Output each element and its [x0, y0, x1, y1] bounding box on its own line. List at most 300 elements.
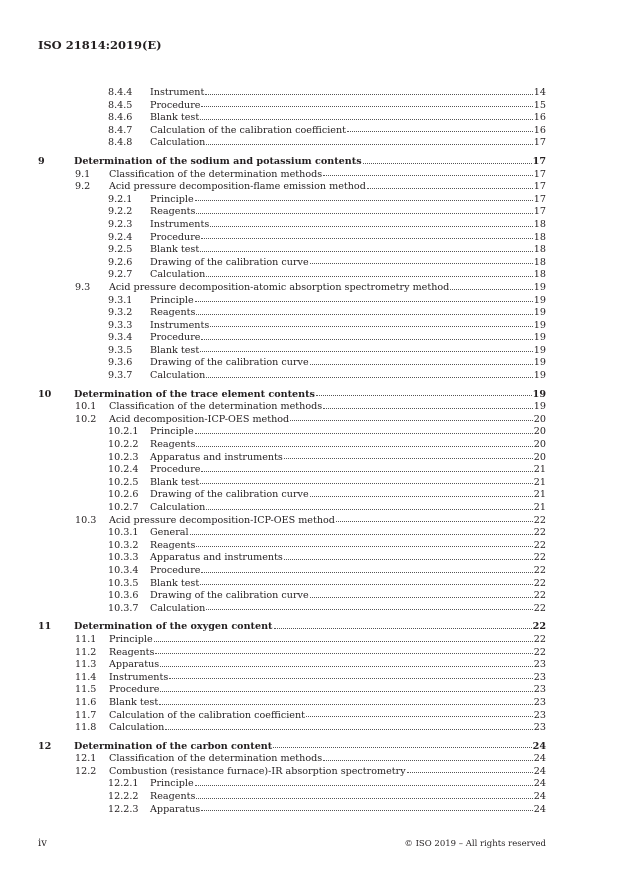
toc-entry-number: 10.2.6 — [108, 489, 139, 501]
dot-leader — [196, 314, 532, 315]
toc-entry[interactable] — [38, 414, 546, 427]
toc-entry-page: 19 — [533, 332, 546, 344]
toc-entry-body — [150, 464, 546, 477]
toc-entry-page: 20 — [533, 413, 546, 425]
toc-entry-page: 22 — [533, 527, 546, 539]
toc-entry-page: 22 — [533, 539, 546, 551]
toc-entry[interactable] — [38, 87, 546, 100]
dot-leader — [206, 377, 532, 378]
toc-entry-title: Calculation — [150, 137, 206, 149]
toc-entry-title: Determination of the oxygen content — [74, 621, 273, 633]
toc-entry-number: 8.4.8 — [108, 137, 133, 149]
dot-leader — [190, 534, 533, 535]
toc-entry-number: 12 — [38, 740, 52, 752]
toc-entry-number: 10.3.3 — [108, 552, 139, 564]
toc-entry[interactable] — [38, 741, 546, 754]
toc-entry-page: 24 — [533, 803, 546, 815]
toc-entry-title: Blank test — [150, 344, 200, 356]
toc-entry-body — [150, 804, 546, 817]
toc-entry[interactable] — [38, 307, 546, 320]
toc-entry[interactable] — [38, 672, 546, 685]
toc-entry-title: Principle — [150, 294, 194, 306]
toc-entry-page: 22 — [533, 514, 546, 526]
toc-entry-body — [150, 791, 546, 804]
toc-entry-number: 10.3.2 — [108, 539, 139, 551]
dot-leader — [201, 106, 532, 107]
toc-entry-number: 9.3.7 — [108, 370, 133, 382]
toc-entry-body — [150, 426, 546, 439]
toc-entry-number: 9.3.1 — [108, 294, 133, 306]
toc-entry-number: 9.3.4 — [108, 332, 133, 344]
toc-entry[interactable] — [38, 257, 546, 270]
toc-entry-number: 9 — [38, 155, 45, 167]
dot-leader — [200, 584, 533, 585]
dot-leader — [196, 798, 532, 799]
toc-entry-number: 12.2 — [75, 765, 97, 777]
toc-entry-body — [150, 370, 546, 383]
toc-entry-page: 19 — [533, 370, 546, 382]
dot-leader — [290, 420, 533, 421]
toc-entry[interactable] — [38, 552, 546, 565]
toc-entry-page: 14 — [533, 87, 546, 98]
toc-entry-number: 10.2.7 — [108, 502, 139, 513]
toc-entry-body — [109, 710, 546, 723]
toc-entry[interactable] — [38, 647, 546, 660]
dot-leader — [195, 301, 533, 302]
toc-entry[interactable] — [38, 357, 546, 370]
toc-entry-body — [109, 697, 546, 710]
toc-entry-number: 10.3 — [75, 514, 97, 526]
dot-leader — [347, 131, 533, 132]
toc-entry-body — [150, 332, 546, 345]
toc-entry-page: 21 — [533, 489, 546, 501]
toc-entry-number: 8.4.5 — [108, 99, 133, 111]
toc-entry-body — [150, 439, 546, 452]
dot-leader — [210, 226, 533, 227]
toc-entry-number: 11.8 — [75, 722, 97, 734]
dot-leader — [310, 263, 533, 264]
toc-entry[interactable] — [38, 684, 546, 697]
dot-leader — [336, 521, 533, 522]
dot-leader — [323, 760, 533, 761]
toc-entry[interactable] — [38, 219, 546, 232]
toc-entry[interactable] — [38, 540, 546, 553]
toc-entry-body — [150, 452, 546, 465]
toc-entry-number: 10.2 — [75, 413, 97, 425]
toc-entry-title: General — [150, 527, 189, 539]
toc-entry-title: Classification of the determination methods — [109, 401, 323, 413]
toc-entry[interactable] — [38, 578, 546, 591]
toc-entry-body — [109, 659, 546, 672]
toc-entry-page: 23 — [533, 671, 546, 683]
toc-entry-body — [150, 295, 546, 308]
toc-entry[interactable] — [38, 502, 546, 515]
dot-leader — [206, 609, 532, 610]
toc-entry-body — [150, 489, 546, 502]
toc-entry-body — [150, 477, 546, 490]
toc-entry-page: 19 — [533, 319, 546, 331]
toc-entry-number: 9.3.2 — [108, 307, 133, 319]
toc-entry-page: 18 — [533, 231, 546, 243]
dot-leader — [201, 238, 532, 239]
dot-leader — [201, 339, 532, 340]
toc-entry-page: 19 — [532, 388, 546, 400]
dot-leader — [363, 163, 532, 164]
toc-entry[interactable] — [38, 722, 546, 735]
toc-entry-title: Procedure — [150, 464, 201, 476]
toc-entry-number: 12.2.2 — [108, 791, 139, 803]
toc-entry-body — [150, 590, 546, 603]
toc-entry-title: Procedure — [150, 99, 201, 111]
toc-entry-page: 24 — [533, 778, 546, 790]
dot-leader — [310, 496, 533, 497]
toc-entry-title: Calculation — [150, 269, 206, 281]
toc-entry-title: Apparatus — [109, 659, 160, 671]
toc-entry[interactable] — [38, 527, 546, 540]
dot-leader — [195, 433, 533, 434]
toc-entry-number: 9.3 — [75, 281, 91, 293]
toc-entry-body — [109, 647, 546, 660]
toc-entry-page: 20 — [533, 439, 546, 451]
toc-entry-title: Instruments — [150, 218, 210, 230]
toc-entry[interactable] — [38, 345, 546, 358]
toc-entry-number: 11.5 — [75, 684, 97, 696]
toc-entry-title: Principle — [150, 426, 194, 438]
toc-entry-body — [150, 320, 546, 333]
toc-entry[interactable] — [38, 477, 546, 490]
toc-entry[interactable] — [38, 464, 546, 477]
toc-entry-page: 22 — [533, 633, 546, 645]
toc-entry-title: Classification of the determination methods — [109, 168, 323, 180]
dot-leader — [195, 785, 533, 786]
toc-entry[interactable] — [38, 244, 546, 257]
toc-entry-page: 21 — [533, 502, 546, 513]
toc-entry-body — [150, 357, 546, 370]
toc-entry-body — [74, 389, 546, 402]
toc-entry-body — [150, 257, 546, 270]
toc-entry-body — [150, 232, 546, 245]
toc-entry-number: 10.2.5 — [108, 476, 139, 488]
toc-entry-title: Principle — [109, 633, 153, 645]
toc-entry-title: Calculation of the calibration coefficient — [109, 709, 306, 721]
toc-entry-title: Drawing of the calibration curve — [150, 489, 309, 501]
toc-entry-title: Calculation — [150, 602, 206, 614]
toc-entry-page: 22 — [533, 602, 546, 614]
toc-entry-number: 11.6 — [75, 696, 97, 708]
toc-entry-number: 12.2.1 — [108, 778, 139, 790]
toc-entry-title: Principle — [150, 778, 194, 790]
toc-entry[interactable] — [38, 426, 546, 439]
toc-entry-body — [150, 194, 546, 207]
toc-entry-number: 11.1 — [75, 633, 97, 645]
toc-entry[interactable] — [38, 634, 546, 647]
toc-entry-title: Determination of the trace element contents — [74, 388, 315, 400]
toc-entry[interactable] — [38, 621, 546, 634]
toc-entry-page: 23 — [533, 696, 546, 708]
toc-entry-title: Instruments — [150, 319, 210, 331]
copyright-notice: © ISO 2019 – All rights reserved — [404, 839, 546, 849]
toc-entry-title: Blank test — [150, 244, 200, 256]
toc-entry-body — [150, 269, 546, 282]
toc-entry-title: Calculation of the calibration coefficient — [150, 124, 347, 136]
table-of-contents — [38, 87, 546, 816]
toc-entry-title: Instruments — [109, 671, 169, 683]
toc-entry-number: 8.4.4 — [108, 87, 133, 98]
toc-entry-body — [150, 603, 546, 616]
toc-entry-body — [150, 565, 546, 578]
toc-entry-body — [150, 244, 546, 257]
dot-leader — [273, 747, 531, 748]
toc-entry-title: Acid pressure decomposition-flame emission method — [109, 181, 366, 193]
toc-entry-title: Determination of the carbon content — [74, 740, 273, 752]
toc-entry-body — [109, 722, 546, 735]
toc-entry-title: Procedure — [150, 564, 201, 576]
toc-entry[interactable] — [38, 232, 546, 245]
toc-entry-body — [109, 753, 546, 766]
toc-entry-number: 9.2.1 — [108, 193, 133, 205]
toc-entry[interactable] — [38, 791, 546, 804]
toc-entry-number: 10.3.6 — [108, 590, 139, 602]
toc-entry-body — [150, 219, 546, 232]
toc-entry-page: 16 — [533, 112, 546, 124]
toc-entry-page: 23 — [533, 722, 546, 734]
dot-leader — [201, 471, 532, 472]
toc-entry-page: 23 — [533, 709, 546, 721]
toc-entry[interactable] — [38, 804, 546, 817]
dot-leader — [310, 597, 533, 598]
toc-entry-page: 18 — [533, 244, 546, 256]
toc-entry[interactable] — [38, 710, 546, 723]
toc-entry[interactable] — [38, 389, 546, 402]
toc-entry-body — [109, 181, 546, 194]
toc-entry-number: 10.1 — [75, 401, 97, 413]
toc-entry-page: 24 — [532, 740, 546, 752]
toc-entry-page: 19 — [533, 307, 546, 319]
toc-entry[interactable] — [38, 370, 546, 383]
toc-entry[interactable] — [38, 659, 546, 672]
toc-entry-body — [109, 634, 546, 647]
toc-entry[interactable] — [38, 515, 546, 528]
toc-entry-page: 24 — [533, 753, 546, 765]
toc-entry-page: 19 — [533, 294, 546, 306]
toc-entry-body — [109, 169, 546, 182]
toc-entry[interactable] — [38, 137, 546, 150]
toc-entry-title: Calculation — [150, 502, 206, 513]
toc-entry[interactable] — [38, 697, 546, 710]
toc-entry-body — [109, 414, 546, 427]
toc-entry[interactable] — [38, 766, 546, 779]
dot-leader — [407, 772, 533, 773]
toc-entry[interactable] — [38, 332, 546, 345]
toc-entry[interactable] — [38, 320, 546, 333]
toc-entry[interactable] — [38, 603, 546, 616]
toc-entry[interactable] — [38, 100, 546, 113]
toc-entry-number: 8.4.6 — [108, 112, 133, 124]
toc-entry-page: 19 — [533, 401, 546, 413]
toc-entry[interactable] — [38, 439, 546, 452]
toc-entry-page: 22 — [532, 621, 546, 633]
toc-entry-page: 24 — [533, 791, 546, 803]
toc-entry-number: 9.2.6 — [108, 256, 133, 268]
toc-entry[interactable] — [38, 590, 546, 603]
toc-entry-number: 9.3.5 — [108, 344, 133, 356]
toc-entry-number: 9.2.3 — [108, 218, 133, 230]
dot-leader — [160, 666, 533, 667]
document-header: ISO 21814:2019(E) — [38, 38, 162, 52]
dot-leader — [165, 729, 532, 730]
dot-leader — [323, 175, 533, 176]
toc-entry[interactable] — [38, 401, 546, 414]
toc-entry-page: 17 — [532, 155, 546, 167]
dot-leader — [169, 678, 533, 679]
toc-entry-number: 9.2.2 — [108, 206, 133, 218]
dot-leader — [155, 653, 532, 654]
toc-entry-page: 18 — [533, 256, 546, 268]
toc-entry-number: 10 — [38, 388, 52, 400]
toc-entry-page: 17 — [533, 206, 546, 218]
toc-entry-page: 17 — [533, 181, 546, 193]
toc-entry-title: Blank test — [150, 577, 200, 589]
toc-entry-number: 9.2.4 — [108, 231, 133, 243]
dot-leader — [310, 364, 533, 365]
toc-entry-page: 17 — [533, 137, 546, 149]
toc-entry-number: 9.2 — [75, 181, 91, 193]
toc-entry-page: 15 — [533, 99, 546, 111]
toc-entry-body — [74, 621, 546, 634]
toc-entry[interactable] — [38, 181, 546, 194]
toc-entry-title: Reagents — [109, 646, 155, 658]
toc-entry-page: 24 — [533, 765, 546, 777]
toc-entry-title: Reagents — [150, 439, 196, 451]
toc-entry[interactable] — [38, 269, 546, 282]
toc-entry-body — [150, 502, 546, 515]
toc-entry[interactable] — [38, 156, 546, 169]
toc-entry-title: Procedure — [150, 231, 201, 243]
dot-leader — [210, 326, 533, 327]
toc-entry-body — [150, 112, 546, 125]
toc-entry-page: 21 — [533, 464, 546, 476]
dot-leader — [200, 251, 533, 252]
toc-entry-title: Calculation — [150, 370, 206, 382]
toc-entry-number: 9.2.5 — [108, 244, 133, 256]
toc-entry-title: Acid decomposition-ICP-OES method — [109, 413, 290, 425]
toc-entry-title: Apparatus — [150, 803, 201, 815]
toc-entry-title: Blank test — [150, 476, 200, 488]
toc-entry-number: 10.2.3 — [108, 451, 139, 463]
toc-entry-number: 12.1 — [75, 753, 97, 765]
toc-entry[interactable] — [38, 778, 546, 791]
toc-entry-body — [109, 766, 546, 779]
toc-entry-number: 9.3.6 — [108, 357, 133, 369]
dot-leader — [206, 144, 532, 145]
dot-leader — [306, 716, 533, 717]
toc-entry[interactable] — [38, 489, 546, 502]
toc-entry-body — [150, 100, 546, 113]
dot-leader — [450, 289, 532, 290]
toc-entry[interactable] — [38, 452, 546, 465]
toc-entry-title: Reagents — [150, 539, 196, 551]
toc-entry-page: 19 — [533, 281, 546, 293]
toc-entry-title: Blank test — [150, 112, 200, 124]
dot-leader — [284, 458, 533, 459]
toc-entry[interactable] — [38, 753, 546, 766]
toc-entry-number: 11.3 — [75, 659, 97, 671]
toc-entry-page: 17 — [533, 168, 546, 180]
toc-entry-title: Drawing of the calibration curve — [150, 357, 309, 369]
dot-leader — [159, 704, 533, 705]
toc-entry-number: 9.1 — [75, 168, 91, 180]
toc-entry-page: 22 — [533, 552, 546, 564]
toc-entry[interactable] — [38, 112, 546, 125]
dot-leader — [201, 810, 533, 811]
toc-entry-title: Classification of the determination methods — [109, 753, 323, 765]
toc-entry-page: 23 — [533, 684, 546, 696]
toc-entry-body — [109, 282, 546, 295]
toc-entry-body — [150, 345, 546, 358]
toc-entry[interactable] — [38, 169, 546, 182]
dot-leader — [200, 483, 533, 484]
toc-entry-page: 23 — [533, 659, 546, 671]
dot-leader — [196, 213, 532, 214]
dot-leader — [154, 641, 533, 642]
toc-entry-title: Reagents — [150, 307, 196, 319]
toc-entry-number: 9.2.7 — [108, 269, 133, 281]
toc-entry-title: Principle — [150, 193, 194, 205]
toc-entry-title: Reagents — [150, 206, 196, 218]
toc-entry-title: Calculation — [109, 722, 165, 734]
toc-entry-page: 22 — [533, 590, 546, 602]
toc-entry-body — [150, 527, 546, 540]
toc-entry-title: Blank test — [109, 696, 159, 708]
toc-entry-body — [74, 741, 546, 754]
toc-entry-body — [150, 87, 546, 100]
toc-entry-number: 10.3.5 — [108, 577, 139, 589]
dot-leader — [200, 119, 533, 120]
toc-entry[interactable] — [38, 282, 546, 295]
toc-entry[interactable] — [38, 565, 546, 578]
toc-entry-title: Drawing of the calibration curve — [150, 256, 309, 268]
dot-leader — [316, 395, 532, 396]
toc-entry-number: 10.2.2 — [108, 439, 139, 451]
dot-leader — [195, 200, 533, 201]
toc-entry[interactable] — [38, 125, 546, 138]
toc-entry-page: 20 — [533, 451, 546, 463]
dot-leader — [201, 572, 532, 573]
toc-entry-number: 10.2.4 — [108, 464, 139, 476]
dot-leader — [323, 408, 533, 409]
toc-entry-page: 19 — [533, 357, 546, 369]
toc-entry-number: 11.2 — [75, 646, 97, 658]
toc-entry[interactable] — [38, 295, 546, 308]
dot-leader — [206, 276, 532, 277]
toc-entry-title: Apparatus and instruments — [150, 451, 283, 463]
toc-entry-number: 10.2.1 — [108, 426, 139, 438]
toc-entry[interactable] — [38, 206, 546, 219]
toc-entry-title: Reagents — [150, 791, 196, 803]
toc-entry-page: 20 — [533, 426, 546, 438]
page-number: iv — [38, 838, 47, 849]
toc-entry-page: 18 — [533, 218, 546, 230]
toc-entry[interactable] — [38, 194, 546, 207]
toc-entry-body — [150, 206, 546, 219]
toc-entry-body — [109, 401, 546, 414]
toc-entry-body — [109, 684, 546, 697]
toc-entry-body — [109, 672, 546, 685]
toc-entry-number: 12.2.3 — [108, 803, 139, 815]
toc-entry-title: Apparatus and instruments — [150, 552, 283, 564]
toc-entry-title: Combustion (resistance furnace)-IR absorption spectrometry — [109, 765, 406, 777]
toc-entry-title: Acid pressure decomposition-ICP-OES method — [109, 514, 335, 526]
